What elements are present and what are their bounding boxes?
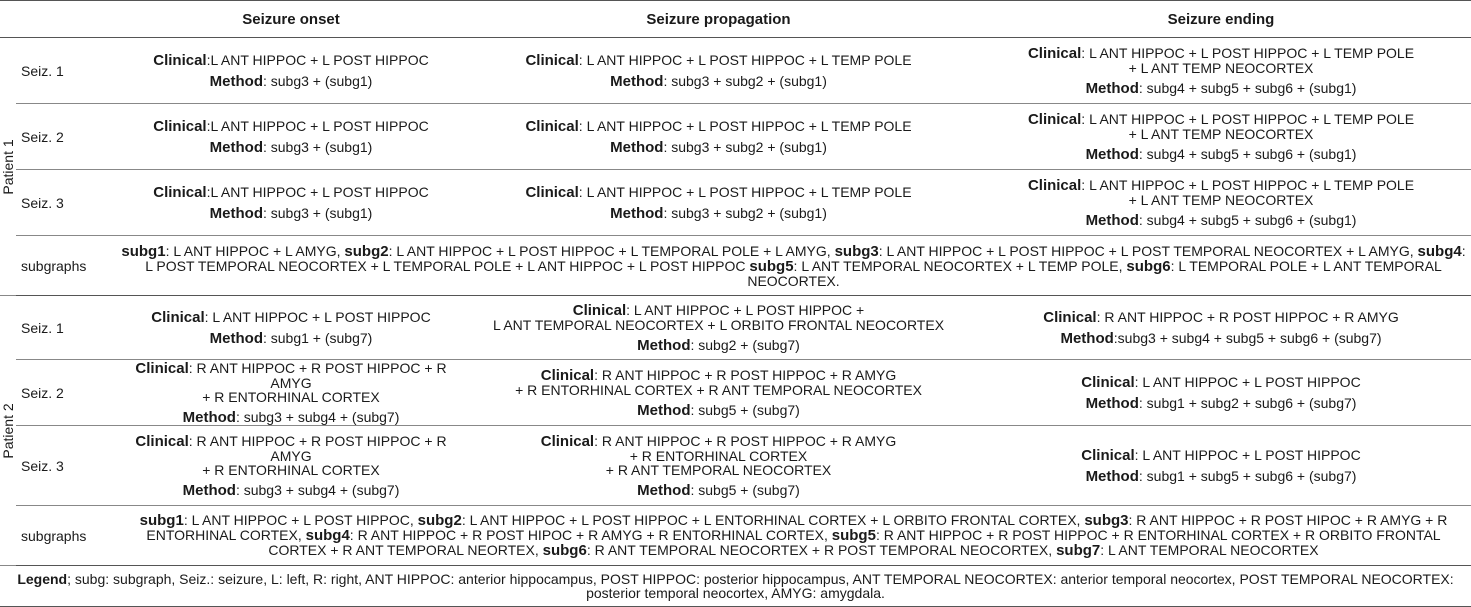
clinical-value: : L ANT HIPPOC + L POST HIPPOC [1134, 373, 1361, 390]
clinical-line [466, 185, 971, 200]
clinical-value: : L ANT HIPPOC + L POST HIPPOC + L TEMP POLE [578, 117, 912, 134]
method-label: Method [1085, 79, 1139, 97]
clinical-label: Clinical [1027, 110, 1082, 128]
method-line [971, 469, 1471, 484]
subgraph-definition: : L TEMPORAL POLE + L ANT TEMPORAL NEOCORTEX. [747, 257, 1442, 289]
ending-cell [971, 104, 1471, 170]
subgraphs-text [116, 236, 1471, 296]
subgraph-name: subg1 [139, 512, 184, 529]
legend-label: Legend [17, 571, 68, 587]
patient-label: Patient 1 [0, 138, 16, 195]
method-line [971, 331, 1471, 346]
header-blank-label [16, 1, 116, 38]
method-label: Method [637, 401, 691, 419]
subgraph-definition: : L ANT TEMPORAL NEOCORTEX + L TEMP POLE, [793, 257, 1127, 274]
clinical-value: :L ANT HIPPOC + L POST HIPPOC [206, 183, 429, 200]
propagation-cell [466, 296, 971, 360]
subgraph-name: subg6 [1126, 257, 1171, 275]
method-label: Method [182, 408, 236, 426]
clinical-line [116, 434, 466, 477]
clinical-value: : R ANT HIPPOC + R POST HIPPOC + R AMYG + R ENTORHINAL CORTEX [188, 359, 447, 405]
seizure-label: Seiz. 2 [16, 360, 116, 426]
patient-label-cell [0, 38, 16, 296]
clinical-line [971, 178, 1471, 207]
subgraph-name: subg3 [834, 242, 879, 260]
subgraph-name: subg3 [1084, 512, 1129, 529]
method-label: Method [610, 138, 664, 156]
legend-cell [0, 566, 1471, 607]
clinical-label: Clinical [151, 308, 205, 326]
clinical-line [116, 185, 466, 200]
header-blank [0, 1, 16, 38]
clinical-label: Clinical [525, 51, 579, 69]
propagation-cell [466, 426, 971, 506]
onset-cell [116, 104, 466, 170]
method-value: : subg3 + (subg1) [262, 204, 373, 221]
method-value: : subg3 + (subg1) [262, 72, 373, 89]
subgraphs-row [0, 236, 1471, 296]
subgraph-definition: : R ANT HIPPOC + R POST HIPPOC + R ENTORHINAL CORTEX + R ORBITO FRONTAL CORTEX + R ANT TEMPORAL NEORTEX, [268, 527, 1441, 558]
clinical-label: Clinical [153, 183, 207, 201]
propagation-cell [466, 170, 971, 236]
clinical-line [116, 361, 466, 404]
subgraph-name: subg2 [417, 512, 462, 529]
seizure-label: Seiz. 3 [16, 170, 116, 236]
method-line [466, 403, 971, 418]
clinical-value: : L ANT HIPPOC + L POST HIPPOC + L TEMP POLE + L ANT TEMP NEOCORTEX [1081, 110, 1415, 142]
onset-cell [116, 38, 466, 104]
header-propagation: Seizure propagation [466, 1, 971, 38]
subgraph-definition: : R ANT HIPPOC + R POST HIPOC + R AMYG + R ENTORHINAL CORTEX, [349, 527, 832, 543]
method-line [116, 74, 466, 89]
onset-cell [116, 170, 466, 236]
clinical-line [116, 310, 466, 325]
patient-label-cell [0, 296, 16, 566]
method-value: : subg3 + subg4 + (subg7) [235, 408, 400, 425]
seizure-row [0, 296, 1471, 360]
ending-cell [971, 426, 1471, 506]
method-value: : subg4 + subg5 + subg6 + (subg1) [1138, 145, 1357, 162]
clinical-value: : L ANT HIPPOC + L POST HIPPOC [1134, 446, 1361, 463]
method-value: :subg3 + subg4 + subg5 + subg6 + (subg7) [1113, 329, 1382, 346]
clinical-value: : R ANT HIPPOC + R POST HIPPOC + R AMYG + R ENTORHINAL CORTEX + R ANT TEMPORAL NEOCORTEX [515, 366, 922, 398]
clinical-line [971, 112, 1471, 141]
subgraph-definition: : L ANT HIPPOC + L POST HIPPOC + L ENTORHINAL CORTEX + L ORBITO FRONTAL CORTEX, [461, 512, 1085, 528]
clinical-value: : L ANT HIPPOC + L POST HIPPOC + L ANT TEMPORAL NEOCORTEX + L ORBITO FRONTAL NEOCORTEX [492, 301, 945, 333]
method-line [971, 396, 1471, 411]
clinical-label: Clinical [153, 51, 207, 69]
clinical-value: :L ANT HIPPOC + L POST HIPPOC [206, 51, 429, 68]
patient-label: Patient 2 [0, 402, 16, 459]
method-value: : subg1 + (subg7) [262, 329, 373, 346]
method-label: Method [182, 481, 236, 499]
ending-cell [971, 38, 1471, 104]
method-value: : subg4 + subg5 + subg6 + (subg1) [1138, 79, 1357, 96]
clinical-line [466, 53, 971, 68]
subgraphs-row [0, 506, 1471, 566]
method-value: : subg3 + subg4 + (subg7) [235, 481, 400, 498]
legend-text: ; subg: subgraph, Seiz.: seizure, L: left, R: right, ANT HIPPOC: anterior hippocampus, POST HIPPOC: posterior hippocampus, ANT TEMPORAL NEOCORTEX: anterior temporal neocortex, POST TEMPORAL NEOCORTEX: posterior temporal neocortex, AMYG: amygdala. [67, 571, 1454, 601]
method-line [971, 147, 1471, 162]
clinical-label: Clinical [1027, 176, 1082, 194]
seizure-row [0, 38, 1471, 104]
method-line [116, 331, 466, 346]
legend-row [0, 566, 1471, 607]
subgraphs-label: subgraphs [16, 506, 116, 566]
method-value: : subg1 + subg5 + subg6 + (subg7) [1138, 467, 1357, 484]
clinical-label: Clinical [525, 183, 579, 201]
clinical-value: : R ANT HIPPOC + R POST HIPPOC + R AMYG + R ENTORHINAL CORTEX + R ANT TEMPORAL NEOCORTEX [594, 432, 897, 478]
subgraphs-label: subgraphs [16, 236, 116, 296]
subgraph-name: subg4 [1417, 242, 1462, 260]
method-label: Method [1060, 329, 1114, 347]
method-value: : subg3 + subg2 + (subg1) [663, 138, 827, 155]
clinical-label: Clinical [525, 117, 579, 135]
header-row [0, 1, 1471, 38]
clinical-label: Clinical [1043, 308, 1097, 326]
subgraph-definition: : L ANT HIPPOC + L POST HIPPOC, [183, 512, 418, 528]
ending-cell [971, 360, 1471, 426]
clinical-line [466, 434, 971, 477]
subgraph-definition: : L ANT HIPPOC + L AMYG, [165, 242, 345, 259]
subgraph-definition: : L POST TEMPORAL NEOCORTEX + L TEMPORAL POLE + L ANT HIPPOC + L POST HIPPOC [145, 242, 1466, 274]
method-label: Method [610, 204, 664, 222]
onset-cell [116, 296, 466, 360]
subgraph-definition: : L ANT HIPPOC + L POST HIPPOC + L TEMPORAL POLE + L AMYG, [388, 242, 835, 259]
header-ending: Seizure ending [971, 1, 1471, 38]
subgraph-name: subg7 [1056, 542, 1101, 559]
subgraph-definition: : L ANT TEMPORAL NEOCORTEX [1100, 542, 1319, 558]
method-line [116, 483, 466, 498]
ending-cell [971, 170, 1471, 236]
method-label: Method [209, 138, 263, 156]
method-value: : subg2 + (subg7) [690, 336, 800, 353]
onset-cell [116, 426, 466, 506]
clinical-value: : L ANT HIPPOC + L POST HIPPOC + L TEMP POLE + L ANT TEMP NEOCORTEX [1081, 176, 1415, 208]
method-label: Method [1085, 211, 1139, 229]
clinical-value: : L ANT HIPPOC + L POST HIPPOC [204, 308, 431, 325]
subgraph-name: subg6 [542, 542, 587, 559]
clinical-line [116, 119, 466, 134]
method-line [116, 410, 466, 425]
clinical-line [466, 368, 971, 397]
method-value: : subg1 + subg2 + subg6 + (subg7) [1138, 394, 1357, 411]
method-value: : subg5 + (subg7) [690, 481, 800, 498]
method-line [116, 206, 466, 221]
clinical-line [971, 448, 1471, 463]
seizure-row [0, 426, 1471, 506]
method-line [466, 140, 971, 155]
method-line [466, 74, 971, 89]
subgraph-name: subg1 [121, 242, 166, 260]
method-label: Method [610, 72, 664, 90]
clinical-line [971, 310, 1471, 325]
clinical-value: : L ANT HIPPOC + L POST HIPPOC + L TEMP POLE [578, 51, 912, 68]
method-label: Method [637, 336, 691, 354]
clinical-line [116, 53, 466, 68]
subgraph-definition: : R ANT HIPPOC + R POST HIPOC + R AMYG + R ENTORHINAL CORTEX, [146, 512, 1448, 543]
method-label: Method [209, 329, 263, 347]
subgraph-name: subg4 [305, 527, 350, 544]
subgraph-definition: : R ANT TEMPORAL NEOCORTEX + R POST TEMPORAL NEOCORTEX, [586, 542, 1057, 558]
propagation-cell [466, 360, 971, 426]
method-value: : subg5 + (subg7) [690, 401, 800, 418]
clinical-value: : L ANT HIPPOC + L POST HIPPOC + L TEMP POLE + L ANT TEMP NEOCORTEX [1081, 44, 1415, 76]
seizure-label: Seiz. 1 [16, 38, 116, 104]
method-value: : subg4 + subg5 + subg6 + (subg1) [1138, 211, 1357, 228]
subgraph-name: subg5 [831, 527, 876, 544]
method-label: Method [637, 481, 691, 499]
method-line [971, 213, 1471, 228]
clinical-label: Clinical [1081, 446, 1135, 464]
seizure-label: Seiz. 3 [16, 426, 116, 506]
method-line [971, 81, 1471, 96]
method-line [466, 338, 971, 353]
clinical-label: Clinical [135, 432, 189, 450]
subgraph-definition: : L ANT HIPPOC + L POST HIPPOC + L POST TEMPORAL NEOCORTEX + L AMYG, [878, 242, 1418, 259]
seizure-label: Seiz. 1 [16, 296, 116, 360]
onset-cell [116, 360, 466, 426]
seizure-row [0, 104, 1471, 170]
method-label: Method [209, 204, 263, 222]
method-label: Method [1085, 145, 1139, 163]
clinical-value: :L ANT HIPPOC + L POST HIPPOC [206, 117, 429, 134]
method-line [116, 140, 466, 155]
clinical-label: Clinical [135, 359, 189, 377]
subgraph-name: subg2 [344, 242, 389, 260]
seizure-row [0, 360, 1471, 426]
clinical-line [466, 303, 971, 332]
method-line [466, 483, 971, 498]
method-value: : subg3 + subg2 + (subg1) [663, 72, 827, 89]
clinical-label: Clinical [540, 432, 595, 450]
method-value: : subg3 + subg2 + (subg1) [663, 204, 827, 221]
method-label: Method [1085, 467, 1139, 485]
clinical-value: : L ANT HIPPOC + L POST HIPPOC + L TEMP POLE [578, 183, 912, 200]
clinical-value: : R ANT HIPPOC + R POST HIPPOC + R AMYG [1096, 308, 1399, 325]
method-line [466, 206, 971, 221]
clinical-value: : R ANT HIPPOC + R POST HIPPOC + R AMYG + R ENTORHINAL CORTEX [188, 432, 447, 478]
clinical-label: Clinical [572, 301, 627, 319]
clinical-label: Clinical [540, 366, 595, 384]
subgraph-name: subg5 [749, 257, 794, 275]
method-label: Method [1085, 394, 1139, 412]
header-onset: Seizure onset [116, 1, 466, 38]
seizure-label: Seiz. 2 [16, 104, 116, 170]
clinical-line [971, 375, 1471, 390]
clinical-line [466, 119, 971, 134]
method-value: : subg3 + (subg1) [262, 138, 373, 155]
propagation-cell [466, 38, 971, 104]
propagation-cell [466, 104, 971, 170]
clinical-label: Clinical [153, 117, 207, 135]
ending-cell [971, 296, 1471, 360]
clinical-label: Clinical [1081, 373, 1135, 391]
clinical-line [971, 46, 1471, 75]
method-label: Method [209, 72, 263, 90]
subgraphs-text [116, 506, 1471, 566]
seizure-row [0, 170, 1471, 236]
clinical-label: Clinical [1027, 44, 1082, 62]
